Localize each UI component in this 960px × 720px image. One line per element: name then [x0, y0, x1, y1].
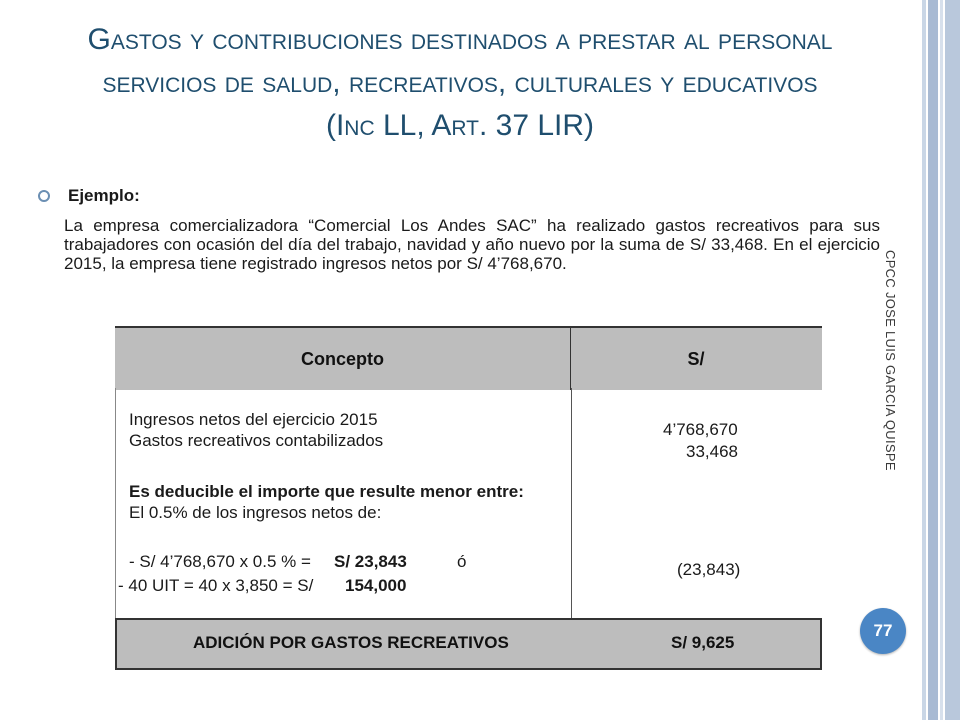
header-amount: S/ — [687, 348, 705, 369]
side-author-text: CPCC JOSE LUIS GARCIA QUISPE — [883, 250, 898, 471]
row-calc2-prefix: - 40 UIT = 40 x 3,850 = S/ — [118, 576, 314, 595]
footer-value: S/ 9,625 — [671, 633, 735, 652]
table-footer — [115, 618, 822, 670]
slide-title — [30, 18, 890, 147]
amount-gastos: 33,468 — [686, 442, 738, 461]
page-number-badge: 77 — [860, 608, 906, 654]
row-gastos: Gastos recreativos contabilizados — [129, 431, 384, 450]
calculation-table — [115, 326, 822, 670]
row-calc1-value: S/ 23,843 — [334, 552, 407, 571]
stripe — [928, 0, 938, 720]
title-line-2: servicios de salud, recreativos, culturales y educativos — [102, 66, 818, 99]
amount-cell — [571, 388, 821, 618]
row-porcentaje: El 0.5% de los ingresos netos de: — [129, 503, 382, 522]
amount-ingresos: 4’768,670 — [663, 420, 738, 439]
table-header — [115, 326, 822, 390]
stripe — [945, 0, 960, 720]
concept-cell — [115, 388, 572, 618]
circle-bullet-icon — [38, 190, 50, 202]
side-author — [883, 250, 913, 500]
row-calc1-prefix: - S/ 4’768,670 x 0.5 % = — [129, 552, 311, 571]
title-line-3: (Inc LL, Art. 37 LIR) — [325, 109, 595, 142]
example-paragraph: La empresa comercializadora “Comercial Los Andes SAC” ha realizado gastos recreativos para sus trabajadores con ocasión del día del trabajo, navidad y año nuevo por la suma de S/ 33,468. En el ejercicio 2015, la empresa tiene registrado ingresos netos por S/ 4’768,670. — [64, 216, 880, 273]
stripe — [922, 0, 926, 720]
bullet-label: Ejemplo: — [68, 186, 140, 205]
header-concept: Concepto — [115, 328, 571, 390]
row-deducible: Es deducible el importe que resulte menor entre: — [129, 482, 524, 501]
footer-label: ADICIÓN POR GASTOS RECREATIVOS — [193, 633, 509, 652]
amount-deduccion: (23,843) — [677, 560, 741, 579]
row-calc2-value: 154,000 — [345, 576, 407, 595]
stripe — [940, 0, 943, 720]
row-calc1-or: ó — [457, 552, 467, 571]
decorative-stripes — [922, 0, 960, 720]
title-line-1: Gastos y contribuciones destinados a prestar al personal — [87, 23, 833, 56]
row-ingresos: Ingresos netos del ejercicio 2015 — [129, 410, 378, 429]
